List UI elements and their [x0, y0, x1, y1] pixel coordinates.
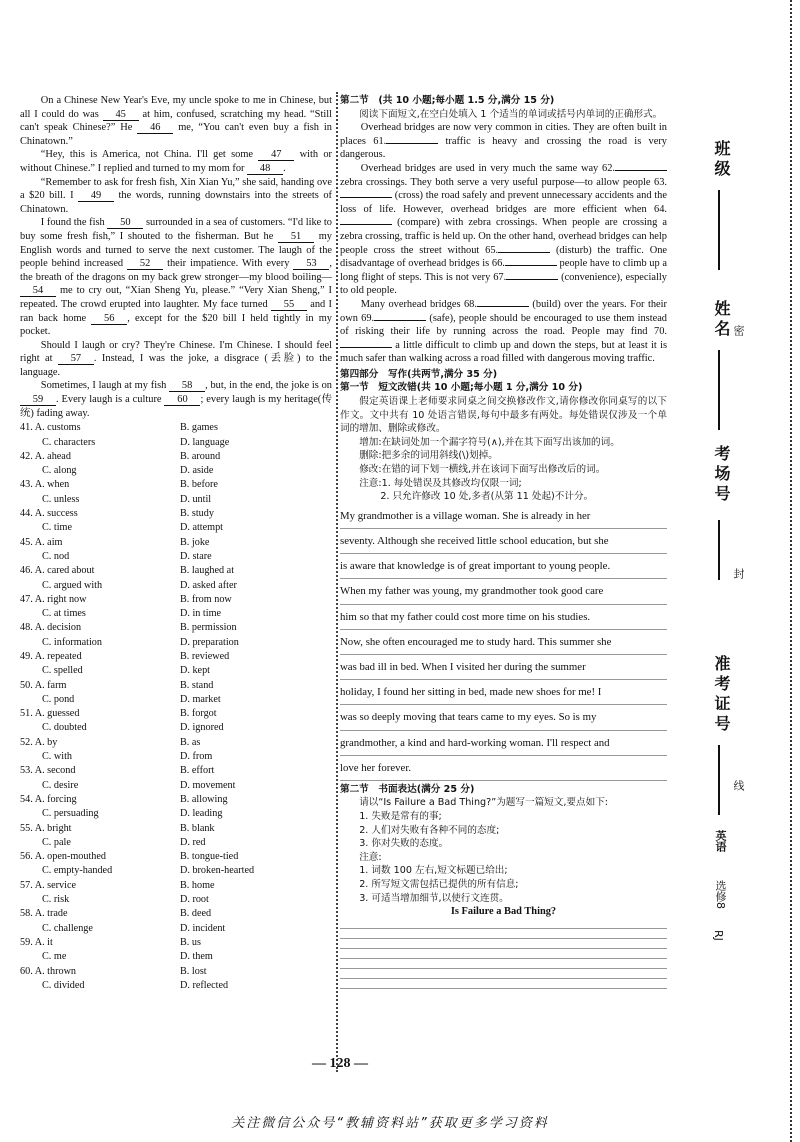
option-text: 43. A. when: [20, 479, 70, 491]
cloze-blank[interactable]: 46: [137, 122, 173, 134]
option-text: B. lost: [180, 965, 207, 977]
page-number: — 128 —: [312, 1056, 368, 1071]
option-text: D. language: [180, 436, 230, 448]
cloze-blank[interactable]: 48: [247, 163, 283, 175]
option-text: C. information: [42, 636, 102, 648]
option-text: 42. A. ahead: [20, 450, 71, 462]
essay-line: him so that my father could cost more time on his studies.: [340, 605, 667, 630]
option-text: D. incident: [180, 922, 226, 934]
book-label: 选修8: [714, 880, 727, 909]
essay-line: seventy. Although she received little school education, but she: [340, 529, 667, 554]
section2-instructions: 阅读下面短文,在空白处填入 1 个适当的单词或括号内单词的正确形式。: [359, 108, 663, 120]
class-label: 班级: [712, 140, 731, 180]
writing-point: 3. 你对失败的态度。: [359, 838, 449, 850]
option-text: D. asked after: [180, 579, 237, 591]
option-text: B. us: [180, 936, 201, 948]
essay-line: is aware that knowledge is of great important to young people.: [340, 554, 667, 579]
exam-room-label: 考场号: [712, 445, 731, 505]
option-text: B. from now: [180, 593, 232, 605]
option-text: D. from: [180, 751, 213, 763]
seal-char-mi: 密: [732, 325, 745, 336]
essay-line: When my father was young, my grandmother took good care: [340, 579, 667, 604]
option-text: D. kept: [180, 665, 210, 677]
edition-label: RJ: [712, 930, 725, 941]
option-text: B. tongue-tied: [180, 851, 239, 863]
option-text: 59. A. it: [20, 936, 53, 948]
part4-section1-title: 第一节 短文改错(共 10 小题;每小题 1 分,满分 10 分): [340, 382, 583, 394]
column-divider: [336, 92, 338, 1072]
sec2-para1: Overhead bridges are now very common in cities. They are often built in places 61. traffic is heavy and crossing the road is very dangerous.: [340, 122, 667, 161]
option-text: B. study: [180, 508, 214, 520]
cloze-blank[interactable]: 60: [164, 394, 200, 406]
option-text: C. pond: [42, 693, 75, 705]
option-text: B. effort: [180, 765, 215, 777]
option-text: 51. A. guessed: [20, 708, 80, 720]
option-text: 53. A. second: [20, 765, 76, 777]
writing-note: 2. 所写短文需包括已提供的所有信息;: [359, 879, 519, 891]
right-column: [340, 94, 667, 989]
writing-point: 1. 失败是常有的事;: [359, 811, 442, 823]
cloze-paragraph: “Hey, this is America, not China. I'll get some 47 with or without Chinese.” I replied and turned to my mom for 48 .: [20, 149, 332, 174]
option-text: C. challenge: [42, 922, 93, 934]
option-text: 60. A. thrown: [20, 965, 77, 977]
option-text: C. argued with: [42, 579, 103, 591]
rule-delete: 删除:把多余的词用斜线(\)划掉。: [359, 450, 498, 462]
footer-note: 关注微信公众号“教辅资料站”获取更多学习资料: [231, 1116, 549, 1131]
option-text: B. home: [180, 879, 215, 891]
option-text: 44. A. success: [20, 508, 78, 520]
option-text: B. as: [180, 736, 201, 748]
option-text: 41. A. customs: [20, 422, 81, 434]
section2-title: 第二节 (共 10 小题;每小题 1.5 分,满分 15 分): [340, 95, 555, 106]
writing-lines[interactable]: [340, 919, 667, 989]
option-text: C. doubted: [42, 722, 87, 734]
writing-title: Is Failure a Bad Thing?: [450, 906, 557, 918]
part4-section2-title: 第二节 书面表达(满分 25 分): [340, 783, 475, 795]
cloze-passage: [20, 94, 332, 420]
class-field[interactable]: [718, 190, 720, 270]
option-text: C. empty-handed: [42, 865, 113, 877]
exam-room-field[interactable]: [718, 520, 720, 580]
option-text: C. along: [42, 465, 77, 477]
option-text: C. with: [42, 751, 73, 763]
option-text: D. attempt: [180, 522, 224, 534]
seal-char-feng: 封: [732, 568, 745, 579]
option-text: D. movement: [180, 779, 236, 791]
option-text: B. laughed at: [180, 565, 235, 577]
error-correction-essay: [340, 504, 667, 781]
cloze-blank[interactable]: 58: [169, 380, 205, 392]
option-text: D. leading: [180, 808, 223, 820]
rule-modify: 修改:在错的词下划一横线,并在该词下面写出修改后的词。: [359, 464, 606, 476]
option-text: D. stare: [180, 550, 212, 562]
option-text: D. reflected: [180, 979, 229, 991]
option-text: D. ignored: [180, 722, 224, 734]
essay-line: My grandmother is a village woman. She is already in her: [340, 504, 667, 529]
option-text: 57. A. service: [20, 879, 77, 891]
option-text: C. at times: [42, 608, 86, 620]
option-text: D. root: [180, 894, 209, 906]
option-text: B. before: [180, 479, 218, 491]
option-text: 55. A. bright: [20, 822, 72, 834]
cloze-column: [20, 94, 332, 993]
part4-title: 第四部分 写作(共两节,满分 35 分): [340, 368, 498, 380]
cloze-blank[interactable]: 55: [271, 299, 307, 311]
option-text: C. divided: [42, 979, 85, 991]
option-text: B. stand: [180, 679, 214, 691]
option-text: D. in time: [180, 608, 222, 620]
cloze-blank[interactable]: 49: [78, 190, 114, 202]
note-2: 2. 只允许修改 10 处,多者(从第 11 处起)不计分。: [380, 491, 594, 503]
cloze-blank[interactable]: 57: [58, 353, 94, 365]
option-text: C. spelled: [42, 665, 83, 677]
option-text: D. preparation: [180, 636, 239, 648]
option-text: 58. A. trade: [20, 908, 68, 920]
rule-add: 增加:在缺词处加一个漏字符号(∧),并在其下面写出该加的词。: [359, 436, 620, 448]
option-text: 47. A. right now: [20, 593, 87, 605]
cloze-paragraph: Sometimes, I laugh at my fish 58 , but, in the end, the joke is on 59 . Every laugh is a culture 60 ; every laugh is my heritage(传统) fading away.: [20, 380, 332, 419]
cloze-blank[interactable]: 47: [258, 149, 294, 161]
seal-char-xian: 线: [732, 780, 745, 791]
ticket-field[interactable]: [718, 745, 720, 815]
essay-line: love her forever.: [340, 756, 667, 781]
writing-note: 3. 可适当增加细节,以使行文连贯。: [359, 892, 509, 904]
writing-points: [340, 810, 667, 851]
option-text: 49. A. repeated: [20, 651, 82, 662]
option-text: B. deed: [180, 908, 212, 920]
name-field[interactable]: [718, 350, 720, 430]
option-text: B. blank: [180, 822, 215, 834]
option-text: 46. A. cared about: [20, 565, 95, 577]
option-text: C. risk: [42, 894, 70, 906]
essay-line: Now, she often encouraged me to study hard. This summer she: [340, 630, 667, 655]
option-text: 50. A. farm: [20, 679, 67, 691]
essay-line: grandmother, a kind and hard-working woman. I'll respect and: [340, 731, 667, 756]
subject-label: 英语: [714, 830, 727, 852]
part4-section1-instructions: 假定英语课上老师要求同桌之间交换修改作文,请你修改你同桌写的以下作文。文中共有 10 处语言错误,每句中最多有两处。每处错误仅涉及一个单词的增加、删除或修改。: [340, 396, 667, 435]
essay-line: was so deeply moving that tears came to my eyes. So is my: [340, 705, 667, 730]
option-text: D. market: [180, 693, 221, 705]
binding-dotted-line: [790, 0, 792, 1142]
option-text: C. time: [42, 522, 72, 534]
option-text: D. broken-hearted: [180, 865, 255, 877]
option-text: D. until: [180, 493, 212, 505]
option-text: C. pale: [42, 836, 71, 848]
essay-line: holiday, I found her sitting in bed, made new shoes for me! I: [340, 680, 667, 705]
option-text: B. permission: [180, 622, 237, 634]
option-text: 56. A. open-mouthed: [20, 851, 107, 863]
cloze-blank[interactable]: 50: [107, 217, 143, 229]
sec2-para3: Many overhead bridges 68. (build) over the years. For their own 69. (safe), people should be encouraged to use them instead of risking their life by running across the road. People may find 70. a little difficult to climb up and down the steps, but at least it is much safer than walking across a road filled with dangerous moving traffic.: [340, 298, 667, 365]
cloze-blank[interactable]: 54: [20, 285, 56, 297]
writing-note: 1. 词数 100 左右,短文标题已给出;: [359, 865, 508, 877]
option-text: 52. A. by: [20, 736, 58, 748]
writing-prompt: 请以“Is Failure a Bad Thing?”为题写一篇短文,要点如下:: [359, 797, 609, 809]
cloze-blank[interactable]: 59: [20, 394, 56, 406]
option-text: B. forgot: [180, 708, 217, 720]
sec2-para2: Overhead bridges are used in very much the same way 62. zebra crossings. They both serve a very useful purpose—to allow people 63. (cross) the road safely and prevent unnecessary accidents and the loss of life. However, overhead bridges are more efficient when 64. (compare) with zebra crossings. When people are crossing a zebra crossing, traffic is held up. On the other hand, overhead bridges can help people cross the street without 65. (disturb) the traffic. One disadvantage of overhead bridges is 66. people have to climb up a long flight of steps. This is not very 67. (convenience), especially to old people.: [340, 162, 668, 297]
writing-point: 2. 人们对失败有各种不同的态度;: [359, 824, 500, 836]
note-1: 注意:1. 每处错误及其修改均仅限一词;: [359, 477, 522, 489]
option-text: C. nod: [42, 550, 70, 562]
option-text: B. allowing: [180, 793, 228, 805]
cloze-paragraph: I found the fish 50 surrounded in a sea of customers. “I'd like to buy some fresh fish,” I shouted to the fisherman. But he 51 my English words and turned to serve the next customer. The laugh of the people behind increased 52 their impatience. With every 53 , the breath of the dragons on my back grew stronger—my blood boiling—54 me to cry out, “Xian Sheng Yu, please.” “Very Xian Sheng,” I repeated. The crowd erupted into laughter. My face turned 55 and I ran back home 56 , except for the $20 bill I held tightly in my pocket.: [20, 217, 332, 338]
option-text: C. me: [42, 951, 67, 963]
option-text: C. unless: [42, 493, 80, 505]
binding-sidebar: [670, 0, 800, 1142]
cloze-paragraph: On a Chinese New Year's Eve, my uncle spoke to me in Chinese, but all I could do was 45 at him, confused, scratching my head. “Still can't speak Chinese?” He 46 me, “You can't even buy a fish in Chinatown.”: [20, 95, 332, 147]
name-label: 姓名: [712, 300, 731, 340]
option-text: C. characters: [42, 436, 96, 448]
cloze-paragraph: Should I laugh or cry? They're Chinese. I'm Chinese. I should feel right at 57 . Instead, I was the joke, a disgrace (丢脸) to the language.: [20, 339, 332, 378]
option-text: 48. A. decision: [20, 622, 82, 634]
option-text: B. joke: [180, 536, 210, 548]
cloze-paragraph: “Remember to ask for fresh fish, Xin Xian Yu,” she said, handing ove a $20 bill. I 49 the words, running downstairs into the streets of Chinatown.: [20, 176, 332, 215]
ticket-label: 准考证号: [712, 655, 731, 735]
option-text: C. persuading: [42, 808, 99, 820]
option-text: B. games: [180, 422, 218, 434]
writing-note: 注意:: [359, 851, 382, 863]
essay-line: was bad ill in bed. When I visited her during the summer: [340, 655, 667, 680]
cloze-blank[interactable]: 51: [278, 231, 314, 243]
option-text: 54. A. forcing: [20, 793, 77, 805]
cloze-blank[interactable]: 52: [127, 258, 163, 270]
option-text: B. around: [180, 450, 221, 462]
cloze-blank[interactable]: 56: [91, 313, 127, 325]
option-text: C. desire: [42, 779, 79, 791]
option-text: 45. A. aim: [20, 536, 63, 548]
cloze-blank[interactable]: 53: [293, 258, 329, 270]
option-text: D. red: [180, 836, 206, 848]
option-text: D. aside: [180, 465, 214, 477]
option-text: D. them: [180, 951, 213, 963]
option-text: B. reviewed: [180, 651, 230, 662]
writing-notes: [340, 851, 667, 905]
cloze-options: [20, 421, 332, 993]
cloze-blank[interactable]: 45: [103, 109, 139, 121]
